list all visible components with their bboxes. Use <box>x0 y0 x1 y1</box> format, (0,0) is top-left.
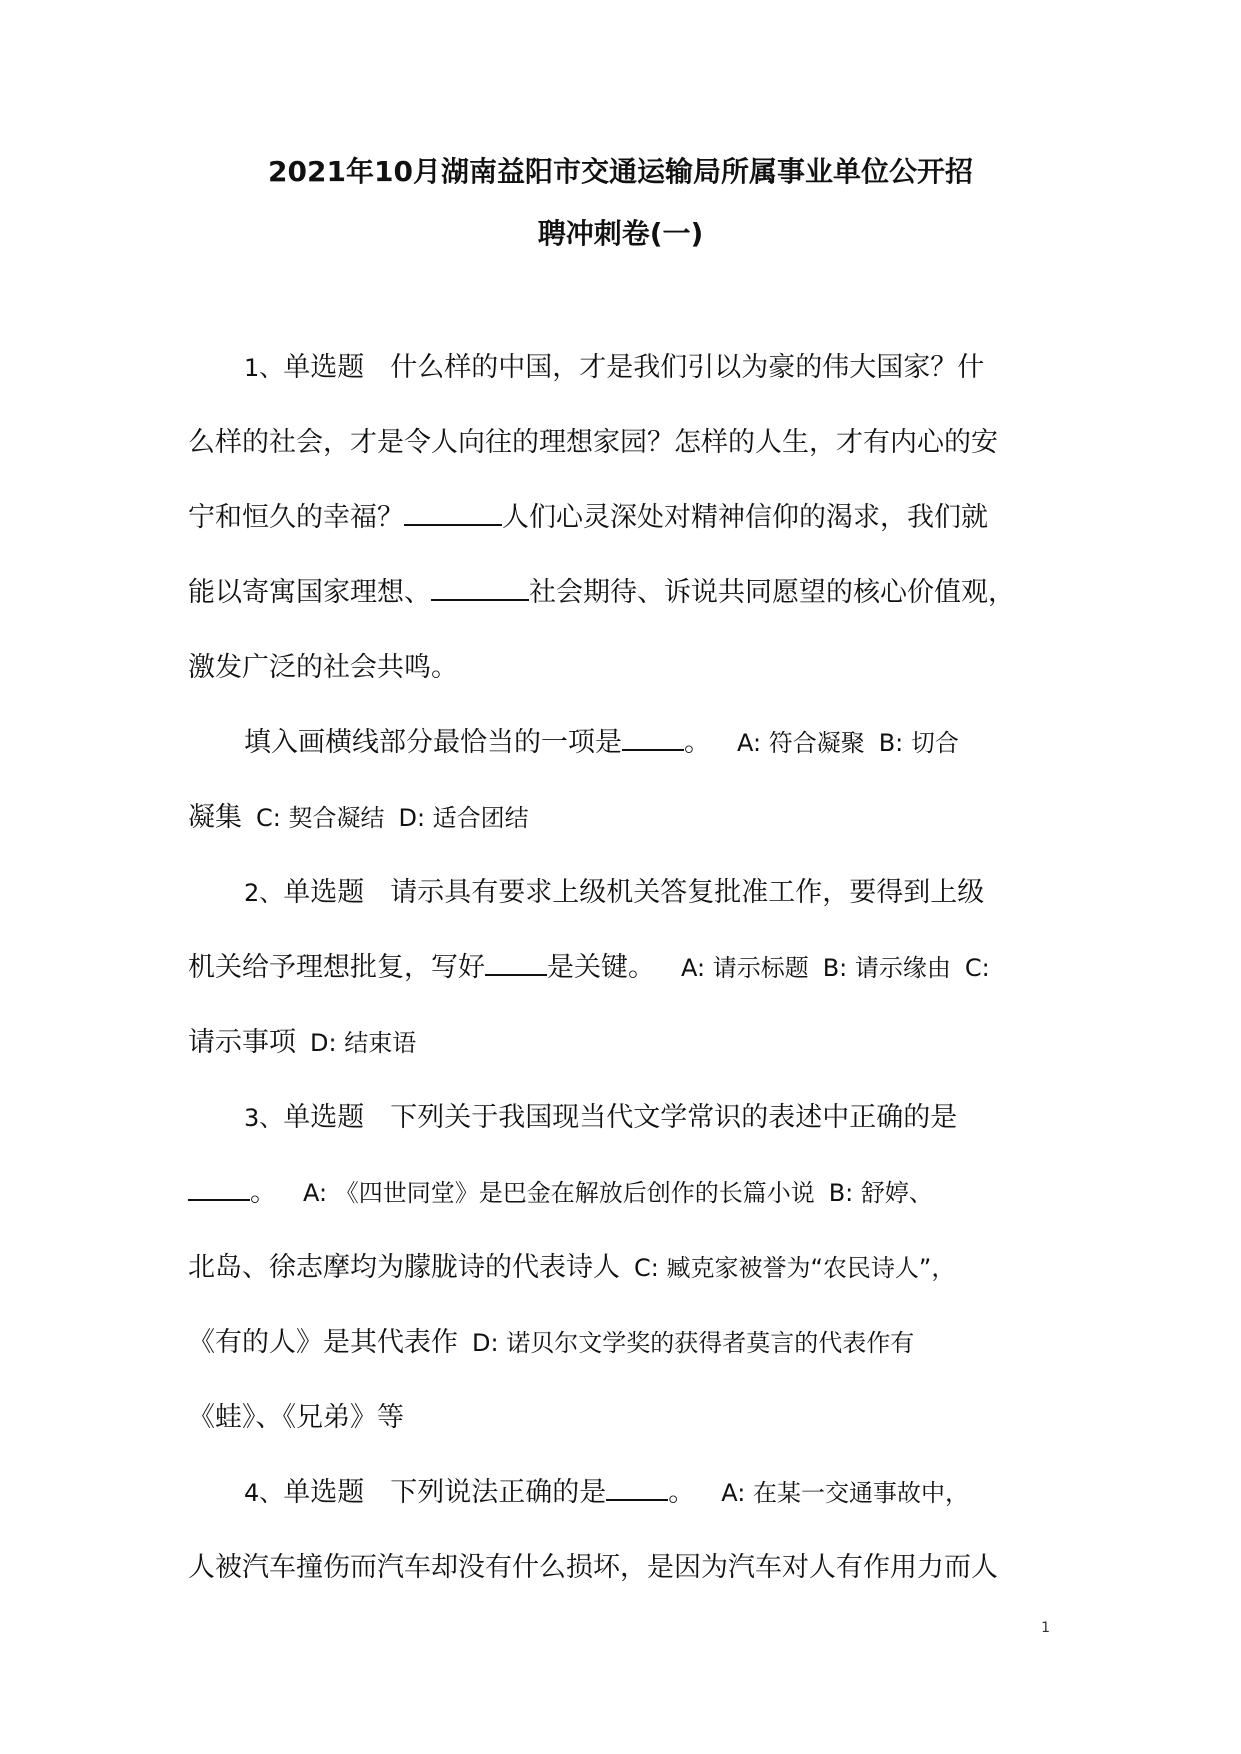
answer-blank <box>431 577 529 601</box>
page-number: 1 <box>1041 1620 1050 1636</box>
question-number: 3、 <box>244 1104 284 1132</box>
option-a: A: 《四世同堂》是巴金在解放后创作的长篇小说 <box>303 1179 815 1207</box>
question-number: 2、 <box>244 879 284 907</box>
question-3-line-5: 《蛙》、《兄弟》等 <box>188 1402 404 1433</box>
question-4-line-1: 4、单选题 下列说法正确的是 。 A: 在某一交通事故中， <box>244 1477 969 1508</box>
question-4-line-2: 人被汽车撞伤而汽车却没有什么损坏，是因为汽车对人有作用力而人 <box>188 1552 998 1583</box>
question-1-line-4: 能以寄寓国家理想、 社会期待、诉说共同愿望的核心价值观， <box>188 577 1015 608</box>
option-a: A: 符合凝聚 <box>737 729 865 757</box>
question-2-line-1: 2、单选题 请示具有要求上级机关答复批准工作，要得到上级 <box>244 877 985 908</box>
question-3-line-4: 《有的人》是其代表作 D: 诺贝尔文学奖的获得者莫言的代表作有 <box>188 1327 915 1358</box>
question-1-prompt: 填入画横线部分最恰当的一项是 。 A: 符合凝聚 B: 切合 <box>244 727 959 758</box>
option-b: B: 请示缘由 <box>822 954 951 982</box>
option-d: D: 结束语 <box>310 1029 417 1057</box>
question-3-line-3: 北岛、徐志摩均为朦胧诗的代表诗人 C: 臧克家被誉为“农民诗人”， <box>188 1252 956 1283</box>
option-a: A: 请示标题 <box>681 954 809 982</box>
question-3-line-2: 。 A: 《四世同堂》是巴金在解放后创作的长篇小说 B: 舒婷、 <box>188 1155 1052 1230</box>
option-c: C: 契合凝结 <box>256 804 385 832</box>
question-1-line-1: 1、单选题 什么样的中国，才是我们引以为豪的伟大国家？什 <box>244 352 985 383</box>
option-d: D: 诺贝尔文学奖的获得者莫言的代表作有 <box>472 1329 915 1357</box>
question-2-line-2: 机关给予理想批复，写好 是关键。 A: 请示标题 B: 请示缘由 C: <box>188 952 990 983</box>
option-d: D: 适合团结 <box>398 804 529 832</box>
question-3-line-1: 3、单选题 下列关于我国现当代文学常识的表述中正确的是 <box>244 1102 958 1133</box>
option-b: B: 舒婷、 <box>828 1179 933 1207</box>
question-number: 4、 <box>244 1479 284 1507</box>
question-1-line-2: 么样的社会，才是令人向往的理想家园？怎样的人生，才有内心的安 <box>188 427 998 458</box>
question-1-line-5: 激发广泛的社会共鸣。 <box>188 652 458 683</box>
option-b: B: 切合 <box>878 729 959 757</box>
document-title-line-2: 聘冲刺卷(一) <box>537 217 704 250</box>
question-type: 单选题 <box>283 352 365 383</box>
question-type: 单选题 <box>283 1477 365 1508</box>
question-number: 1、 <box>244 354 284 382</box>
option-c: C: 臧克家被誉为“农民诗人”， <box>634 1254 956 1282</box>
document-body <box>188 330 1052 1605</box>
document-title-line-1: 2021年10月湖南益阳市交通运输局所属事业单位公开招 <box>268 155 973 188</box>
question-1-options: 凝集 C: 契合凝结 D: 适合团结 <box>188 802 529 833</box>
question-type: 单选题 <box>283 1102 365 1133</box>
answer-blank <box>622 727 684 751</box>
answer-blank <box>606 1477 668 1501</box>
answer-blank <box>188 1177 250 1201</box>
option-a: A: 在某一交通事故中， <box>721 1479 969 1507</box>
option-c: C: <box>964 954 990 982</box>
question-2-options: 请示事项 D: 结束语 <box>188 1027 417 1058</box>
answer-blank <box>485 952 547 976</box>
question-type: 单选题 <box>283 877 365 908</box>
question-1-line-3: 宁和恒久的幸福？ 人们心灵深处对精神信仰的渴求，我们就 <box>188 502 988 533</box>
answer-blank <box>404 502 502 526</box>
